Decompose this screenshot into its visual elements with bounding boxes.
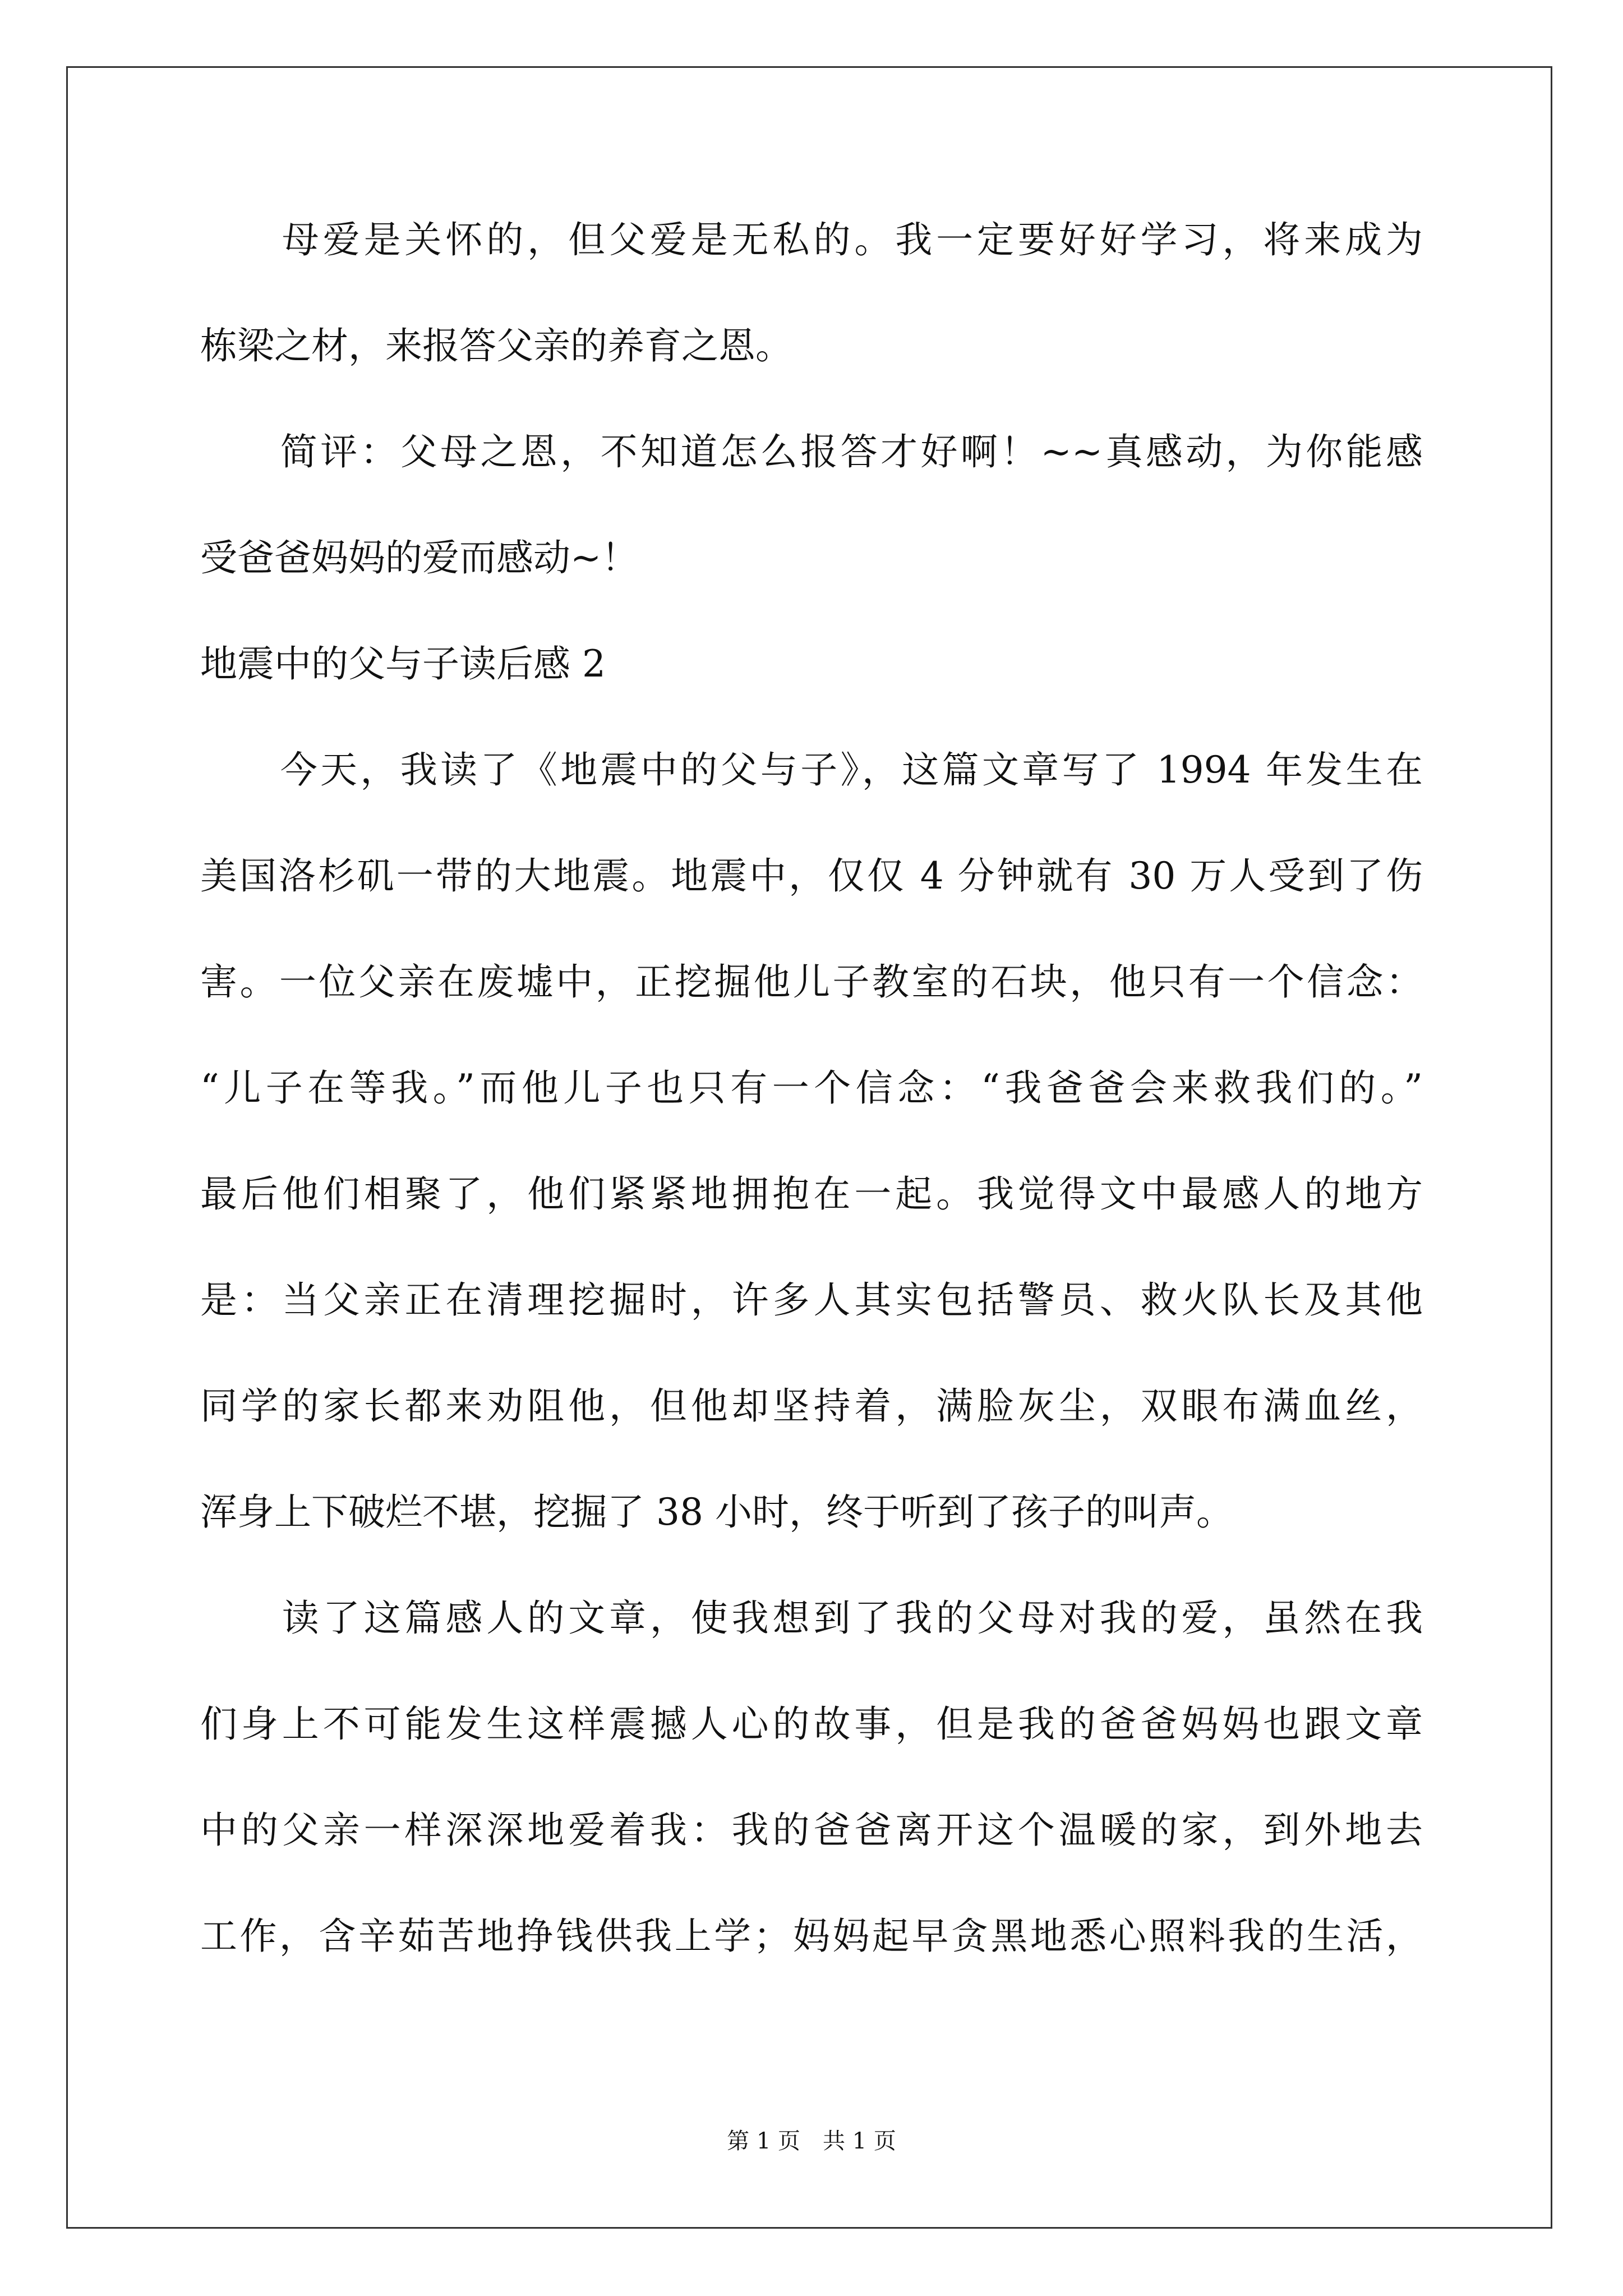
section-heading: 地震中的父与子读后感 2: [200, 642, 606, 685]
text-line: 读了这篇感人的文章，使我想到了我的父母对我的爱，虽然在我: [200, 1596, 1423, 1640]
text-line: 害。一位父亲在废墟中，正挖掘他儿子教室的石块，他只有一个信念：: [200, 960, 1423, 1004]
text-line: 今天，我读了《地震中的父与子》，这篇文章写了 1994 年发生在: [200, 748, 1423, 792]
text-line: 们身上不可能发生这样震撼人心的故事，但是我的爸爸妈妈也跟文章: [200, 1703, 1423, 1746]
text-line: 中的父亲一样深深地爱着我：我的爸爸离开这个温暖的家，到外地去: [200, 1809, 1423, 1852]
text-line: 最后他们相聚了，他们紧紧地拥抱在一起。我觉得文中最感人的地方: [200, 1172, 1423, 1216]
text-line: 工作，含辛茹苦地挣钱供我上学；妈妈起早贪黑地悉心照料我的生活，: [200, 1915, 1423, 1958]
text-line: 浑身上下破烂不堪，挖掘了 38 小时，终于听到了孩子的叫声。: [200, 1490, 1233, 1534]
text-line: 母爱是关怀的，但父爱是无私的。我一定要好好学习，将来成为: [200, 218, 1423, 261]
page-border: [66, 66, 1552, 2229]
text-line: 简评：父母之恩，不知道怎么报答才好啊！~~真感动，为你能感: [200, 430, 1423, 473]
text-line: 栋梁之材，来报答父亲的养育之恩。: [200, 324, 792, 367]
text-line: “儿子在等我。”而他儿子也只有一个信念：“我爸爸会来救我们的。”: [200, 1066, 1423, 1110]
text-line: 受爸爸妈妈的爱而感动~！: [200, 536, 639, 579]
text-line: 同学的家长都来劝阻他，但他却坚持着，满脸灰尘，双眼布满血丝，: [200, 1384, 1423, 1428]
text-line: 美国洛杉矶一带的大地震。地震中，仅仅 4 分钟就有 30 万人受到了伤: [200, 854, 1423, 898]
text-line: 是：当父亲正在清理挖掘时，许多人其实包括警员、救火队长及其他: [200, 1278, 1423, 1322]
page-footer: 第 1 页 共 1 页: [727, 2128, 896, 2154]
